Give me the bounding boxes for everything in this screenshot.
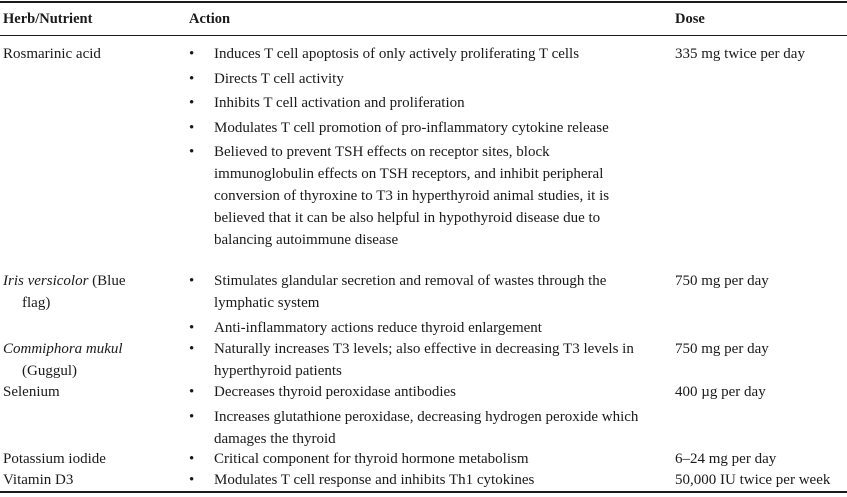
dose-value: 750 mg per day [675, 273, 769, 289]
dose-value: 335 mg twice per day [675, 46, 805, 62]
table-top-rule [0, 1, 847, 3]
action-list [189, 270, 639, 339]
herb-name: Vitamin D3 [3, 472, 74, 488]
action-item: • Modulates T cell response and inhibits Th1 cytokines [189, 469, 639, 491]
action-item: • Naturally increases T3 levels; also effective in decreasing T3 levels in hyperthyroid patients [189, 338, 639, 382]
action-item: • Induces T cell apoptosis of only actively proliferating T cells [189, 43, 639, 65]
action-list [189, 43, 639, 251]
herb-latin-name: Iris versicolor [3, 273, 89, 289]
dose-value: 50,000 IU twice per week [675, 472, 831, 488]
action-list [189, 448, 639, 470]
header-herb: Herb/Nutrient [3, 11, 93, 27]
action-item: • Decreases thyroid peroxidase antibodies [189, 381, 639, 403]
action-item: • Directs T cell activity [189, 68, 639, 90]
dose-value: 6–24 mg per day [675, 451, 777, 467]
herb-latin-name: Commiphora mukul [3, 341, 123, 357]
action-item: • Believed to prevent TSH effects on receptor sites, block immunoglobulin effects on TSH receptors, and inhibit peripheral conversion of thyroxine to T3 in hyperthyroid animal studies, it is believed that it can be also helpful in hypothyroid disease due to balancing autoimmune disease [189, 141, 639, 251]
action-item: • Inhibits T cell activation and proliferation [189, 92, 639, 114]
herb-common-name-cont: flag) [22, 295, 51, 311]
action-list [189, 381, 639, 450]
action-item: • Modulates T cell promotion of pro-inflammatory cytokine release [189, 117, 639, 139]
herb-name: Selenium [3, 384, 60, 400]
dose-value: 750 mg per day [675, 341, 769, 357]
header-action: Action [189, 11, 231, 27]
herb-common-name: (Blue [88, 273, 126, 289]
herb-name [3, 338, 181, 382]
header-rule [0, 35, 847, 36]
herb-name: Rosmarinic acid [3, 46, 101, 62]
action-item: • Stimulates glandular secretion and removal of wastes through the lymphatic system [189, 270, 639, 314]
herb-name: Potassium iodide [3, 451, 106, 467]
herb-common-name-cont: (Guggul) [22, 363, 77, 379]
action-list [189, 338, 639, 382]
action-item: • Anti-inflammatory actions reduce thyroid enlargement [189, 317, 639, 339]
action-item: • Critical component for thyroid hormone metabolism [189, 448, 639, 470]
dose-value: 400 µg per day [675, 384, 766, 400]
action-item: • Increases glutathione peroxidase, decreasing hydrogen peroxide which damages the thyroid [189, 406, 639, 450]
header-dose: Dose [675, 11, 705, 27]
herb-name [3, 270, 181, 314]
action-list [189, 469, 639, 491]
table-bottom-rule [0, 491, 847, 493]
